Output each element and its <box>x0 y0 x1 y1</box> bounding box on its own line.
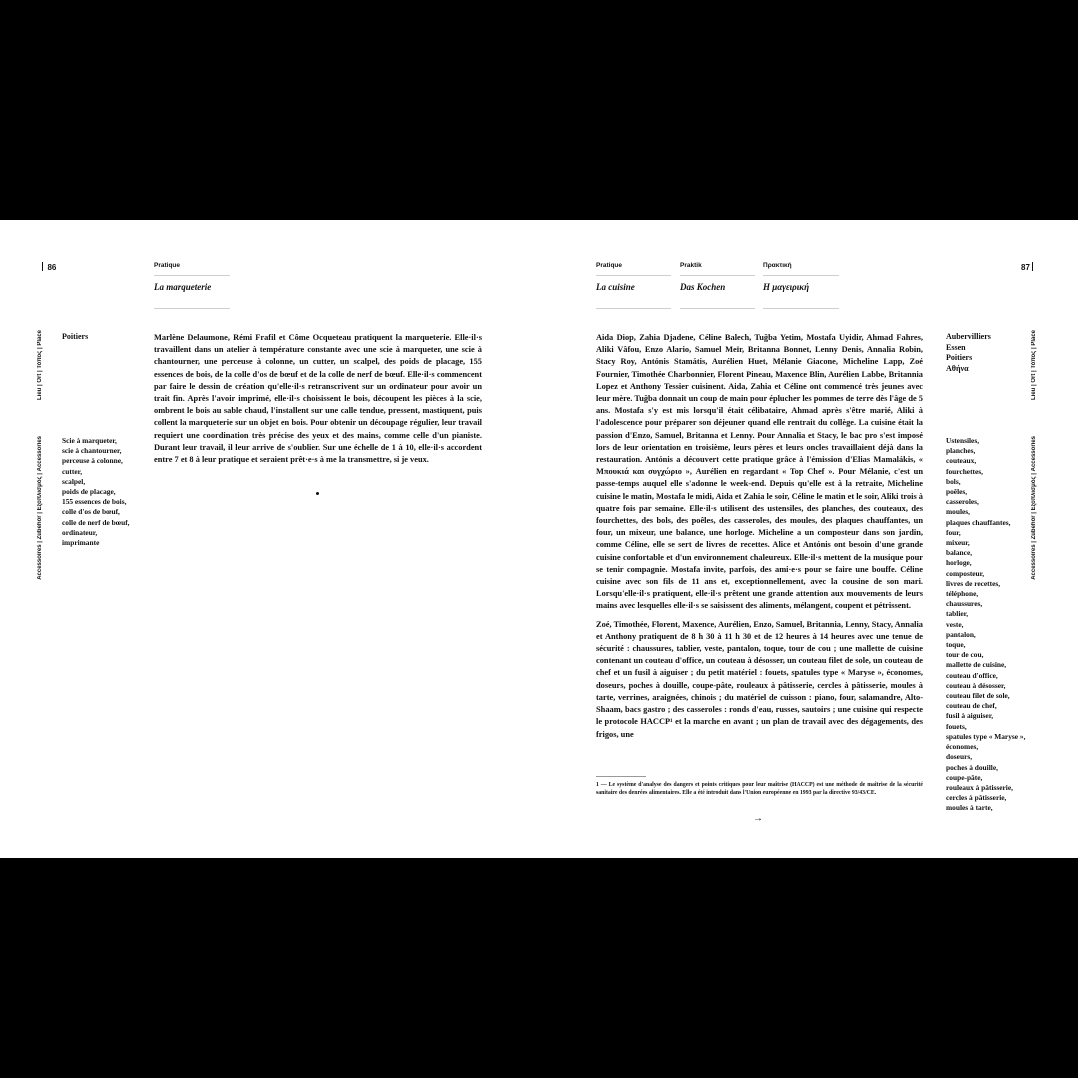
accessory-item: mixeur, <box>946 538 970 548</box>
accessory-item: spatules type « Maryse », <box>946 731 1026 741</box>
accessory-item: rouleaux à pâtisserie, <box>946 782 1013 792</box>
accessory-item: bols, <box>946 476 961 486</box>
header-divider <box>596 308 671 309</box>
book-spread <box>0 220 1078 858</box>
header-divider <box>680 275 755 276</box>
header-divider <box>763 308 839 309</box>
header-divider <box>763 275 839 276</box>
accessory-item: colle de nerf de bœuf, <box>62 517 130 527</box>
left-header-title: La marqueterie <box>154 282 212 292</box>
accessory-item: horloge, <box>946 558 972 568</box>
accessory-item: four, <box>946 527 961 537</box>
accessory-item: perceuse à colonne, <box>62 456 123 466</box>
accessory-item: Scie à marqueter, <box>62 436 117 445</box>
accessory-item: composteur, <box>946 568 985 578</box>
next-page-arrow-icon: → <box>753 813 763 824</box>
accessory-item: casseroles, <box>946 497 979 507</box>
accessory-item: veste, <box>946 619 964 629</box>
right-vertical-accessories-label: Accessoires | Zubehör | Εξοπλισμός | Accessories <box>1031 436 1037 580</box>
accessory-item: scie à chantourner, <box>62 446 122 456</box>
accessory-item: balance, <box>946 548 973 558</box>
accessory-item: fourchettes, <box>946 466 984 476</box>
left-accessories-list <box>62 436 150 548</box>
accessory-item: fouets, <box>946 721 967 731</box>
right-header-title-fr: La cuisine <box>596 282 635 292</box>
accessory-item: toque, <box>946 640 966 650</box>
left-body-text <box>154 332 482 472</box>
left-body-paragraph: Marlène Delaumone, Rémi Frafil et Côme Ocqueteau pratiquent la marqueterie. Elle·il·s travaillent dans un atelier à température constante avec une scie à marqueter, une scie à chantourner, une perceuse à colonne, un cutter, un scalpel, des poids de placage, 155 essences de bois, de la colle d'os de bœuf et de la colle de nerf de bœuf. Elle·il·s commencent par faire le dessin de création qu'elle·il·s retranscrivent sur un ordinateur pour avoir un trait fin. Après l'avoir imprimé, elle·il·s choisissent le bois, découpent les pièces à la scie, ombrent le bois au sable chaud, l'installent sur une calle tendue, pressent, mastiquent, puis collent la marqueterie sur un objet en bois. Pour obtenir un découpage régulier, leur travail requiert une coordination très précise des yeux et des mains, comme celle d'un pianiste. Durant leur travail, il leur arrive de s'oublier. Sur une échelle de 1 à 10, elle·il·s accordent entre 7 et 8 à leur pratique et seraient prêt·e·s à me la transmettre, si je veux. <box>154 333 482 465</box>
accessory-item: poches à douille, <box>946 762 998 772</box>
accessory-item: mallette de cuisine, <box>946 660 1007 670</box>
left-vertical-place-label: Lieu | Ort | Τόπος | Place <box>37 330 43 400</box>
header-divider <box>680 308 755 309</box>
right-header-title-el: Η μαγειρική <box>763 282 810 292</box>
right-page-number: 87 <box>1021 262 1033 272</box>
accessory-item: fusil à aiguiser, <box>946 711 994 721</box>
right-header-title-de: Das Kochen <box>680 282 726 292</box>
accessory-item: moules, <box>946 507 971 517</box>
left-place: Poitiers <box>62 332 89 341</box>
accessory-item: cercles à pâtisserie, <box>946 793 1007 803</box>
accessory-item: couteau de chef, <box>946 701 997 711</box>
accessory-item: colle d'os de bœuf, <box>62 507 120 517</box>
accessory-item: poêles, <box>946 487 968 497</box>
accessory-item: couteau à désosser, <box>946 680 1006 690</box>
accessory-item: 155 essences de bois, <box>62 497 127 507</box>
place-item: Poitiers <box>946 353 973 362</box>
place-item: Aubervilliers <box>946 332 991 341</box>
right-body-paragraph-2: Zoé, Timothée, Florent, Maxence, Aurélien, Enzo, Samuel, Britannia, Lenny, Stacy, Annalia et Anthony pratiquent de 8 h 30 à 11 h 30 et de 12 heures à 14 heures avec une tenue de sécurité : chaussures, tablier, veste, pantalon, toque, tour de cou ; une mallette de cuisine contenant un couteau d'office, un couteau à désosser, un couteau filet de sole, un couteau de chef et un fusil à aiguiser ; du petit matériel : fouets, spatules type « Maryse », économes, doseurs, poches à douille, coupe-pâte, rouleaux à pâtisserie, cercles à pâtisserie, moules à tarte, verrines, araignées, chinois ; du matériel de cuisson : piano, four, salamandre, Alto-Shaam, bacs gastro ; des casseroles : ronds d'eau, russes, sautoirs ; une cuisine qui respecte le protocole HACCP¹ et la marche en avant ; un plan de travail avec des dégagements, des frigos, une <box>596 619 923 739</box>
bullet-dot <box>316 492 319 495</box>
accessory-item: coupe-pâte, <box>946 772 983 782</box>
accessory-item: livres de recettes, <box>946 578 1001 588</box>
accessory-item: ordinateur, <box>62 527 98 537</box>
accessory-item: imprimante <box>62 538 100 548</box>
accessory-item: couteau filet de sole, <box>946 691 1010 701</box>
accessory-item: Ustensiles, <box>946 436 980 445</box>
accessory-item: chaussures, <box>946 599 983 609</box>
accessory-item: couteaux, <box>946 456 977 466</box>
accessory-item: tour de cou, <box>946 650 984 660</box>
header-divider <box>596 275 671 276</box>
accessory-item: poids de placage, <box>62 487 116 497</box>
left-page-number: 86 <box>42 262 56 272</box>
right-accessories-list <box>946 436 1030 814</box>
header-divider <box>154 275 230 276</box>
accessory-item: plaques chauffantes, <box>946 517 1011 527</box>
right-body-paragraph-1: Aida Diop, Zahia Djadene, Céline Balech, Tuğba Yetim, Mostafa Uyidir, Ahmad Fahres, Aliki Vâfou, Enzo Alario, Samuel Meïr, Britanna Bonnet, Lenny Denis, Annalia Robin, Stacy Roy, Antónis Stamátis, Aurélien Huet, Mélanie Giacone, Micheline Lapp, Zoé Fournier, Timothée Charbonnier, Florent Pineau, Maxence Blin, Aurélien Labbe, Britannia Lopez et Anthony Tessier cuisinent. Aida, Zahia et Céline ont commencé très jeunes avec leur mère. Tuğba donnait un coup de main pour éplucher les pommes de terre dès l'âge de 5 ans. Mostafa s'y est mis lorsqu'il était célibataire, Ahmad après s'être marié, Aliki à l'adolescence pour préparer son déjeuner quand elle rentrait du collège. La cuisine était la passion d'Enzo, Samuel, Britanna et Lenny. Pour Annalia et Stacy, le bac pro s'est imposé lors de leur orientation en troisième, leurs pères et leurs oncles travaillaient déjà dans la restauration. Antónis a découvert cette pratique grâce à l'émission d'Elias Mamalákis, « Μπουκιά και συγχώριο », Aurélien en regardant « Top Chef ». Pour Mélanie, c'est un passe-temps auquel elle s'adonne le week-end. Depuis qu'elle est à la retraite, Micheline cuisine le matin, Mostafa le midi, Aida et Zahia le soir, Céline le matin et le soir, Aliki trois à quatre fois par semaine. Elle·il·s utilisent des ustensiles, des planches, des couteaux, des fourchettes, des bols, des poêles, des casseroles, des moules, des plaques chauffantes, un four, un mixeur, une balance, une horloge. Micheline a un composteur dans son jardin, comme Céline, elle se sert de livres de recettes. Alice et Antónis ont besoin d'une grande cuisine confortable et d'un environnement chaleureux. Elle·il·s mettent de la musique pour se tenir compagnie. Mostafa invite, parfois, des ami·e·s pour se faire une bouffe. Céline cuisine avec son fils de 11 ans et, exceptionnellement, avec la cousine de son mari. Lorsqu'elle·il·s pratiquent, elle·il·s prêtent une grande attention aux mouvements de leurs mains avec lesquelles elle·il·s se saisissent des aliments, mélangent, coupent et pétrissent. <box>596 333 923 611</box>
left-vertical-accessories-label: Accessoires | Zubehör | Εξοπλισμός | Accessories <box>37 436 43 580</box>
place-item: Αθήνα <box>946 363 969 373</box>
right-header-label-el: Πρακτική <box>763 262 792 269</box>
place-item: Essen <box>946 342 966 352</box>
accessory-item: cutter, <box>62 466 83 476</box>
accessory-item: tablier, <box>946 609 969 619</box>
accessory-item: doseurs, <box>946 752 973 762</box>
right-places-list <box>946 332 1026 374</box>
accessory-item: économes, <box>946 742 979 752</box>
accessory-item: moules à tarte, <box>946 803 993 813</box>
accessory-item: téléphone, <box>946 589 979 599</box>
right-header-label-de: Praktik <box>680 262 702 269</box>
accessory-item: scalpel, <box>62 476 86 486</box>
accessory-item: pantalon, <box>946 629 976 639</box>
footnote-divider <box>596 776 646 777</box>
right-header-label-fr: Pratique <box>596 262 623 269</box>
right-body-text <box>596 332 923 747</box>
left-header-label: Pratique <box>154 262 181 269</box>
accessory-item: couteau d'office, <box>946 670 998 680</box>
footnote: 1 — Le système d'analyse des dangers et points critiques pour leur maîtrise (HACCP) est une méthode de maîtrise de la sécurité sanitaire des denrées alimentaires. Elle a été introduit dans l'Union européenne en 1993 par la directive 93/43/CE. <box>596 782 923 797</box>
right-vertical-place-label: Lieu | Ort | Τόπος | Place <box>1031 330 1037 400</box>
header-divider <box>154 308 230 309</box>
accessory-item: planches, <box>946 446 976 456</box>
